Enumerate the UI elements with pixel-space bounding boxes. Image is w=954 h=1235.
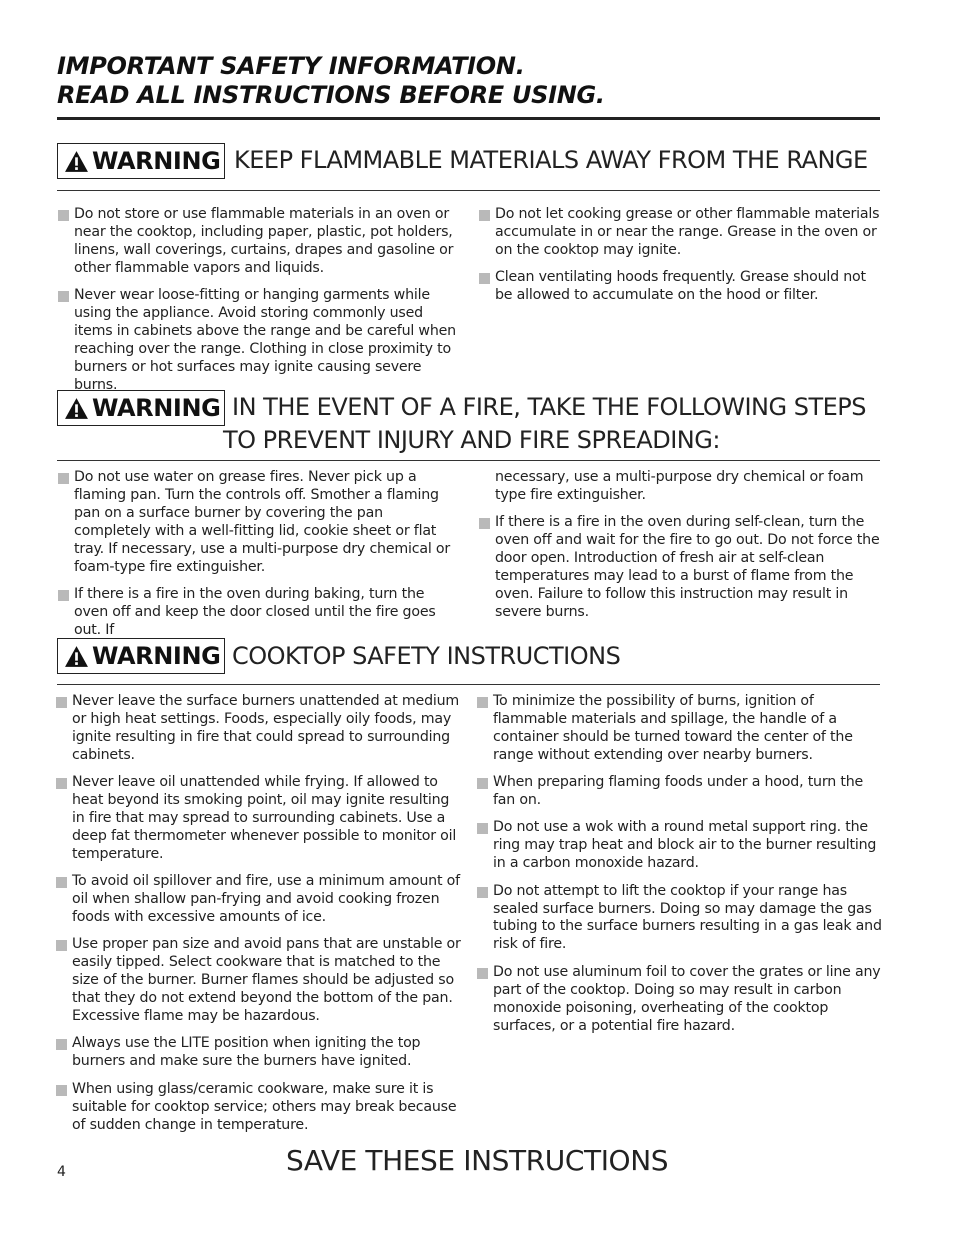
page-number: 4 xyxy=(57,1164,66,1180)
list-item: Do not store or use flammable materials in an oven or near the cooktop, including paper, plastic, pot holders, linens, wall coverings, curtains, drapes and gasoline or other flammable vapors and liquids. xyxy=(58,206,463,278)
list-item: To minimize the possibility of burns, ignition of flammable materials and spillage, the handle of a container should be turned toward the center of the range without extending over nearby burners. xyxy=(477,693,882,765)
list-item: If there is a fire in the oven during baking, turn the oven off and keep the door closed until the fire goes out. If xyxy=(58,586,458,640)
list-item: Never wear loose-fitting or hanging garments while using the appliance. Avoid storing commonly used items in cabinets above the range and be careful when reaching over the range. Clothing in close proximity to burners or hot surfaces may ignite causing severe burns. xyxy=(58,287,463,394)
square-bullet-icon xyxy=(58,291,69,302)
list-item: Never leave the surface burners unattended at medium or high heat settings. Foods, especially oily foods, may ignite resulting in fire that could spread to surrounding cabinets. xyxy=(56,693,461,765)
warning-triangle-icon xyxy=(64,397,89,420)
warning-badge xyxy=(57,143,225,179)
square-bullet-icon xyxy=(479,210,490,221)
list-item: Clean ventilating hoods frequently. Grease should not be allowed to accumulate on the hood or filter. xyxy=(479,269,884,305)
list-item: Do not attempt to lift the cooktop if your range has sealed surface burners. Doing so may damage the gas tubing to the surface burners resulting in a gas leak and risk of fire. xyxy=(477,883,882,955)
header-rule xyxy=(57,117,880,120)
list-item: Do not use aluminum foil to cover the grates or line any part of the cooktop. Doing so may result in carbon monoxide poisoning, overheating of the cooktop surfaces, or a potential fire hazard. xyxy=(477,964,882,1036)
section-cooktop-left-column xyxy=(56,693,461,1144)
square-bullet-icon xyxy=(56,940,67,951)
list-item: Use proper pan size and avoid pans that are unstable or easily tipped. Select cookware that is matched to the size of the burner. Burner flames should be adjusted so that they do not extend beyond the bottom of the pan. Excessive flame may be hazardous. xyxy=(56,936,461,1026)
section-rule xyxy=(57,684,880,685)
square-bullet-icon xyxy=(477,968,488,979)
list-item: Do not use a wok with a round metal support ring. the ring may trap heat and block air to the burner resulting in a carbon monoxide hazard. xyxy=(477,819,882,873)
warning-badge xyxy=(57,638,225,674)
square-bullet-icon xyxy=(58,590,69,601)
section-title-line-2: TO PREVENT INJURY AND FIRE SPREADING: xyxy=(223,426,720,454)
warning-triangle-icon xyxy=(64,150,89,173)
square-bullet-icon xyxy=(477,697,488,708)
square-bullet-icon xyxy=(58,210,69,221)
list-item: Do not use water on grease fires. Never pick up a flaming pan. Turn the controls off. Smother a flaming pan on a surface burner by covering the pan completely with a well-fitting lid, cookie sheet or flat tray. If necessary, use a multi-purpose dry chemical or foam-type fire extinguisher. xyxy=(58,469,458,576)
list-item: Do not let cooking grease or other flammable materials accumulate in or near the range. Grease in the oven or on the cooktop may ignite. xyxy=(479,206,884,260)
warning-triangle-icon xyxy=(64,645,89,668)
square-bullet-icon xyxy=(56,1039,67,1050)
header-line-1: IMPORTANT SAFETY INFORMATION. xyxy=(57,52,525,80)
footer-title: SAVE THESE INSTRUCTIONS xyxy=(286,1144,669,1177)
square-bullet-icon xyxy=(477,823,488,834)
square-bullet-icon xyxy=(477,887,488,898)
list-item: When using glass/ceramic cookware, make sure it is suitable for cooktop service; others may break because of sudden change in temperature. xyxy=(56,1081,461,1135)
list-item: Never leave oil unattended while frying. If allowed to heat beyond its smoking point, oil may ignite resulting in fire that may spread to surrounding cabinets. Use a deep fat thermometer whenever possible to monitor oil temperature. xyxy=(56,774,461,864)
section-fire-left-column xyxy=(58,469,458,649)
section-title: KEEP FLAMMABLE MATERIALS AWAY FROM THE RANGE xyxy=(234,146,868,174)
list-item-continuation: necessary, use a multi-purpose dry chemical or foam type fire extinguisher. xyxy=(495,469,864,503)
list-item: When preparing flaming foods under a hood, turn the fan on. xyxy=(477,774,882,810)
section-flammable-left-column xyxy=(58,206,463,404)
square-bullet-icon xyxy=(56,778,67,789)
page-header xyxy=(57,52,887,110)
square-bullet-icon xyxy=(479,518,490,529)
list-item: Always use the LITE position when igniting the top burners and make sure the burners have ignited. xyxy=(56,1035,461,1071)
list-item: If there is a fire in the oven during self-clean, turn the oven off and wait for the fire to go out. Do not force the door open. Introduction of fresh air at self-clean temperatures may lead to a burst of flame from the oven. Failure to follow this instruction may result in severe burns. xyxy=(479,514,884,621)
section-title-line-1: IN THE EVENT OF A FIRE, TAKE THE FOLLOWING STEPS xyxy=(232,393,866,421)
warning-label: WARNING xyxy=(92,642,221,670)
section-title: COOKTOP SAFETY INSTRUCTIONS xyxy=(232,642,621,670)
square-bullet-icon xyxy=(56,877,67,888)
square-bullet-icon xyxy=(477,778,488,789)
list-item: To avoid oil spillover and fire, use a minimum amount of oil when shallow pan-frying and avoid cooking frozen foods with excessive amounts of ice. xyxy=(56,873,461,927)
square-bullet-icon xyxy=(58,473,69,484)
header-line-2: READ ALL INSTRUCTIONS BEFORE USING. xyxy=(57,81,605,109)
section-rule xyxy=(57,190,880,191)
section-flammable-right-column xyxy=(479,206,884,315)
section-cooktop-right-column xyxy=(477,693,882,1045)
section-fire-right-column xyxy=(479,469,884,631)
square-bullet-icon xyxy=(56,1085,67,1096)
warning-badge xyxy=(57,390,225,426)
section-rule xyxy=(57,460,880,461)
warning-label: WARNING xyxy=(92,394,221,422)
square-bullet-icon xyxy=(56,697,67,708)
square-bullet-icon xyxy=(479,273,490,284)
warning-label: WARNING xyxy=(92,147,221,175)
